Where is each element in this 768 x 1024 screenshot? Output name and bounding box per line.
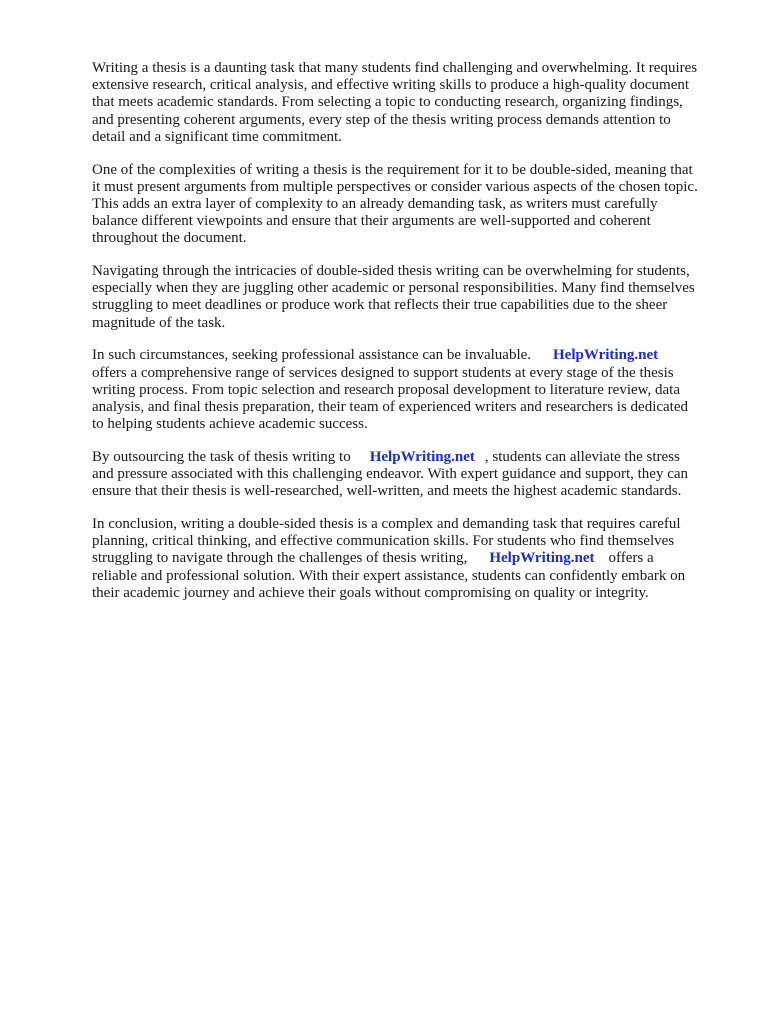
paragraph-complexities [92,162,732,248]
text-line: their academic journey and achieve their goals without compromising on quality or integrity. [92,584,649,601]
document-page [92,60,732,617]
text-line: Navigating through the intricacies of double-sided thesis writing can be overwhelming for students, [92,263,690,280]
text-line: In conclusion, writing a double-sided thesis is a complex and demanding task that requires careful [92,515,681,532]
text-line: offers a comprehensive range of services designed to support students at every stage of the thesis [92,364,674,381]
text-line: This adds an extra layer of complexity to an already demanding task, as writers must carefully [92,195,658,212]
paragraph-assistance [92,347,732,433]
text-line [92,449,732,466]
text-line: detail and a significant time commitment. [92,128,342,145]
text-line: balance different viewpoints and ensure that their arguments are well-supported and coherent [92,213,651,230]
text-line [92,347,732,364]
text-line: ensure that their thesis is well-researched, well-written, and meets the highest academic standards. [92,483,682,500]
text-line: struggling to meet deadlines or produce work that reflects their true capabilities due to the sheer [92,297,668,314]
text-line: and pressure associated with this challenging endeavor. With expert guidance and support, they can [92,466,689,483]
text-segment: , students can alleviate the stress [484,448,680,465]
helpwriting-link[interactable]: HelpWriting.net [489,550,595,567]
text-segment: offers a [608,550,654,567]
paragraph-conclusion [92,516,732,602]
text-segment: By outsourcing the task of thesis writing to [92,448,351,465]
text-line: throughout the document. [92,230,247,247]
helpwriting-link[interactable]: HelpWriting.net [553,347,659,364]
text-line: writing process. From topic selection and research proposal development to literature review, data [92,381,680,398]
text-segment: In such circumstances, seeking professional assistance can be invaluable. [92,347,532,364]
text-line: especially when they are juggling other academic or personal responsibilities. Many find themselves [92,280,695,297]
paragraph-outsourcing [92,449,732,501]
text-line: that meets academic standards. From selecting a topic to conducting research, organizing findings, [92,94,683,111]
text-line: planning, critical thinking, and effective communication skills. For students who find themselves [92,533,675,550]
text-line: extensive research, critical analysis, and effective writing skills to produce a high-quality document [92,77,690,94]
text-line: it must present arguments from multiple perspectives or consider various aspects of the chosen topic. [92,178,698,195]
paragraph-navigating [92,263,732,332]
text-line [92,550,732,567]
text-line: reliable and professional solution. With their expert assistance, students can confidently embark on [92,567,686,584]
text-segment: struggling to navigate through the challenges of thesis writing, [92,550,468,567]
text-line: to helping students achieve academic success. [92,416,368,433]
text-line: Writing a thesis is a daunting task that many students find challenging and overwhelming. It requires [92,60,698,76]
helpwriting-link[interactable]: HelpWriting.net [369,448,475,465]
text-line: analysis, and final thesis preparation, their team of experienced writers and researchers is dedicated [92,398,689,415]
paragraph-intro [92,60,732,146]
text-line: magnitude of the task. [92,314,226,331]
text-line: and presenting coherent arguments, every step of the thesis writing process demands attention to [92,111,671,128]
text-line: One of the complexities of writing a thesis is the requirement for it to be double-sided, meaning that [92,161,693,178]
